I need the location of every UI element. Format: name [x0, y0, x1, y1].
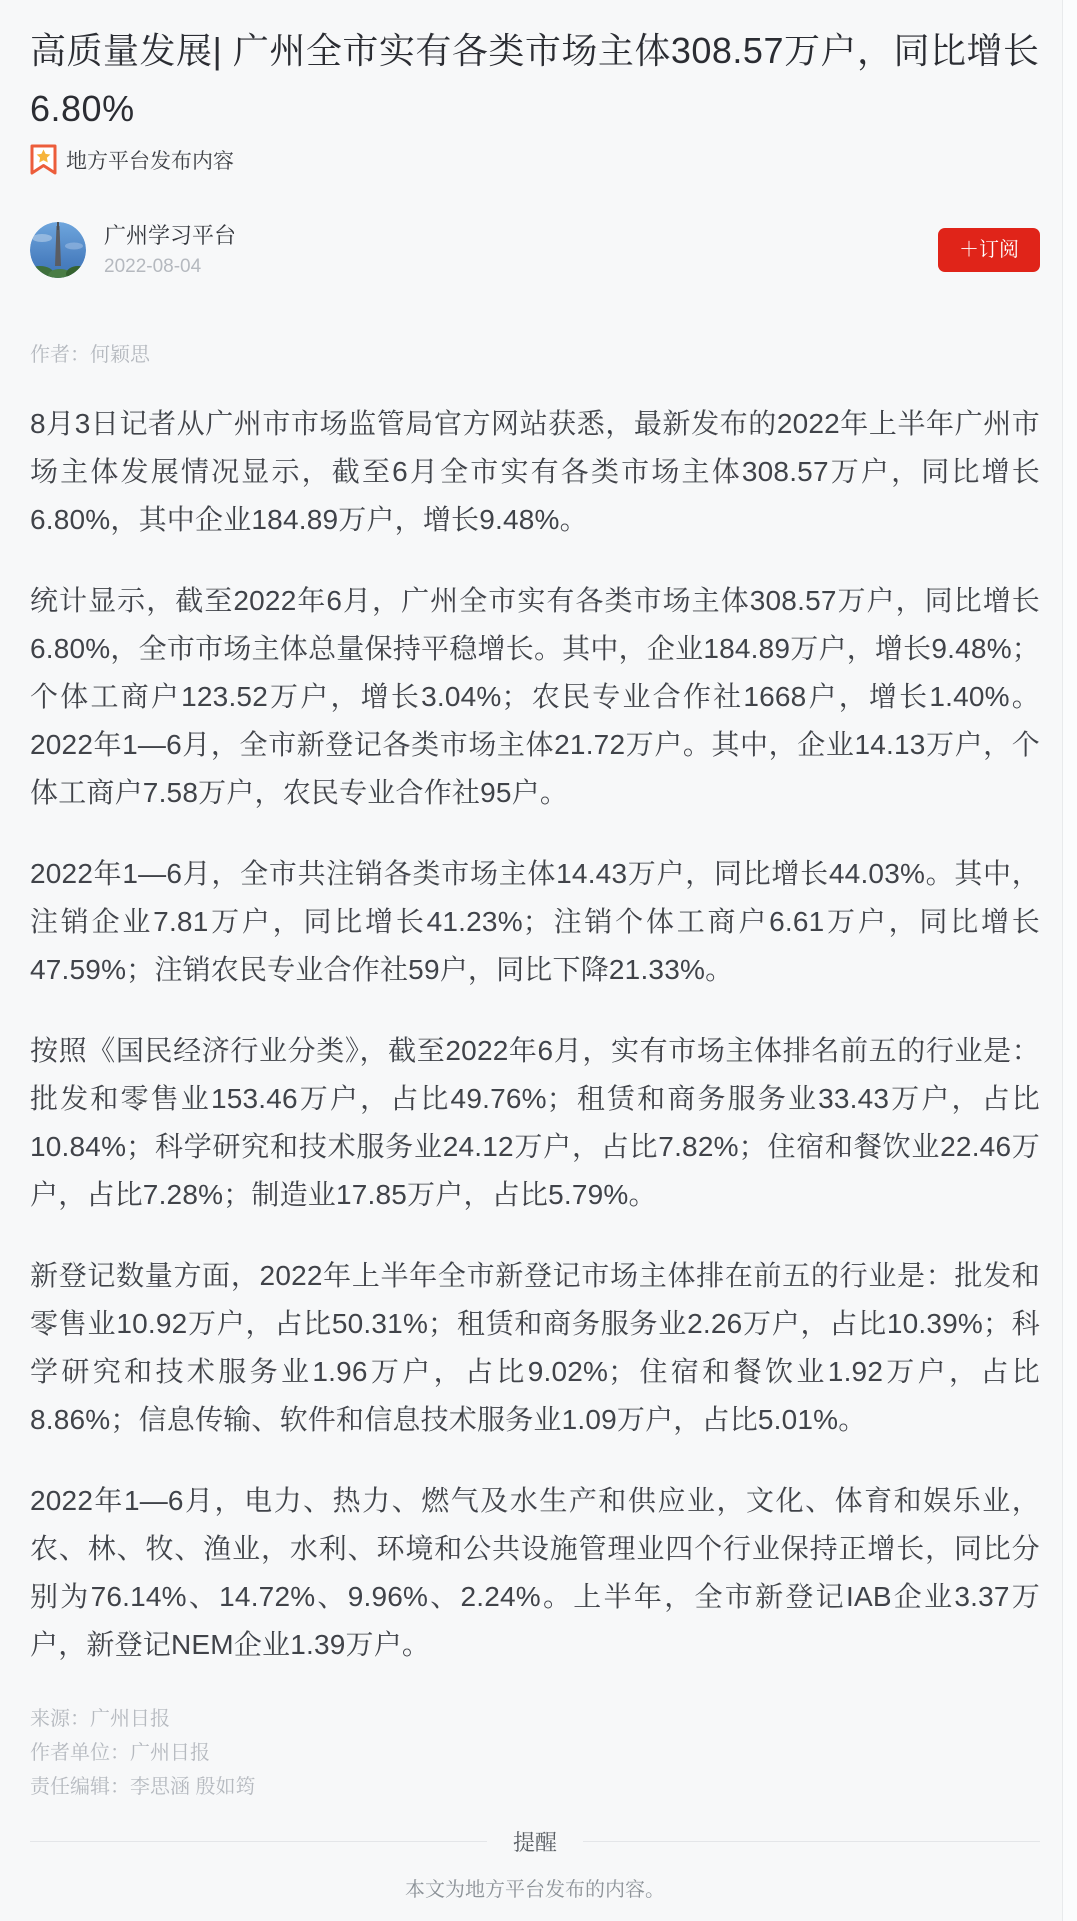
publisher-meta	[104, 223, 236, 278]
publisher-row	[30, 222, 1040, 278]
reminder-note: 本文为地方平台发布的内容。	[405, 1879, 665, 1901]
divider-line	[30, 1841, 487, 1842]
reminder-section	[30, 1826, 1040, 1904]
author-unit-line: 作者单位：广州日报	[30, 1742, 210, 1764]
divider-line	[583, 1841, 1040, 1842]
reminder-header	[30, 1826, 1040, 1857]
reminder-heading: 提醒	[513, 1830, 558, 1855]
byline: 作者：何颖思	[30, 344, 150, 366]
article-footer-meta	[30, 1702, 1040, 1804]
publisher-name[interactable]: 广州学习平台	[104, 222, 237, 248]
paragraph: 新登记数量方面，2022年上半年全市新登记市场主体排在前五的行业是：批发和零售业10.92万户，占比50.31%；租赁和商务服务业2.26万户，占比10.39%；科学研究和技术服务业1.96万户，占比9.02%；住宿和餐饮业1.92万户，占比8.86%；信息传输、软件和信息技术服务业1.09万户，占比5.01%。	[30, 1260, 1040, 1435]
badge-label: 地方平台发布内容	[66, 149, 234, 173]
subscribe-button[interactable]: ＋订阅	[938, 228, 1040, 272]
paragraph: 统计显示，截至2022年6月，广州全市实有各类市场主体308.57万户，同比增长6.80%，全市市场主体总量保持平稳增长。其中，企业184.89万户，增长9.48%；个体工商户123.52万户，增长3.04%；农民专业合作社1668户，增长1.40%。2022年1—6月，全市新登记各类市场主体21.72万户。其中，企业14.13万户，个体工商户7.58万户，农民专业合作社95户。	[30, 585, 1040, 808]
bookmark-star-icon	[30, 144, 57, 175]
paragraph: 8月3日记者从广州市市场监管局官方网站获悉，最新发布的2022年上半年广州市场主体发展情况显示，截至6月全市实有各类市场主体308.57万户，同比增长6.80%，其中企业184.89万户，增长9.48%。	[30, 408, 1040, 535]
paragraph: 2022年1—6月，电力、热力、燃气及水生产和供应业，文化、体育和娱乐业，农、林、牧、渔业，水利、环境和公共设施管理业四个行业保持正增长，同比分别为76.14%、14.72%、9.96%、2.24%。上半年，全市新登记IAB企业3.37万户，新登记NEM企业1.39万户。	[30, 1485, 1040, 1660]
local-platform-badge	[30, 144, 1040, 175]
publisher-avatar[interactable]	[30, 222, 86, 278]
publisher-info	[30, 222, 236, 278]
paragraph: 按照《国民经济行业分类》，截至2022年6月，实有市场主体排名前五的行业是：批发和零售业153.46万户，占比49.76%；租赁和商务服务业33.43万户，占比10.84%；科学研究和技术服务业24.12万户，占比7.82%；住宿和餐饮业22.46万户，占比7.28%；制造业17.85万户，占比5.79%。	[30, 1035, 1040, 1210]
publish-date: 2022-08-04	[104, 255, 202, 277]
editor-line: 责任编辑：李思涵 殷如筠	[30, 1776, 256, 1798]
article-body	[30, 400, 1040, 1669]
scrollbar-gutter	[1063, 0, 1077, 1921]
page-title: 高质量发展| 广州全市实有各类市场主体308.57万户，同比增长6.80%	[30, 30, 1040, 129]
source-line: 来源：广州日报	[30, 1708, 170, 1730]
paragraph: 2022年1—6月，全市共注销各类市场主体14.43万户，同比增长44.03%。其中，注销企业7.81万户，同比增长41.23%；注销个体工商户6.61万户，同比增长47.59%；注销农民专业合作社59户，同比下降21.33%。	[30, 858, 1040, 985]
